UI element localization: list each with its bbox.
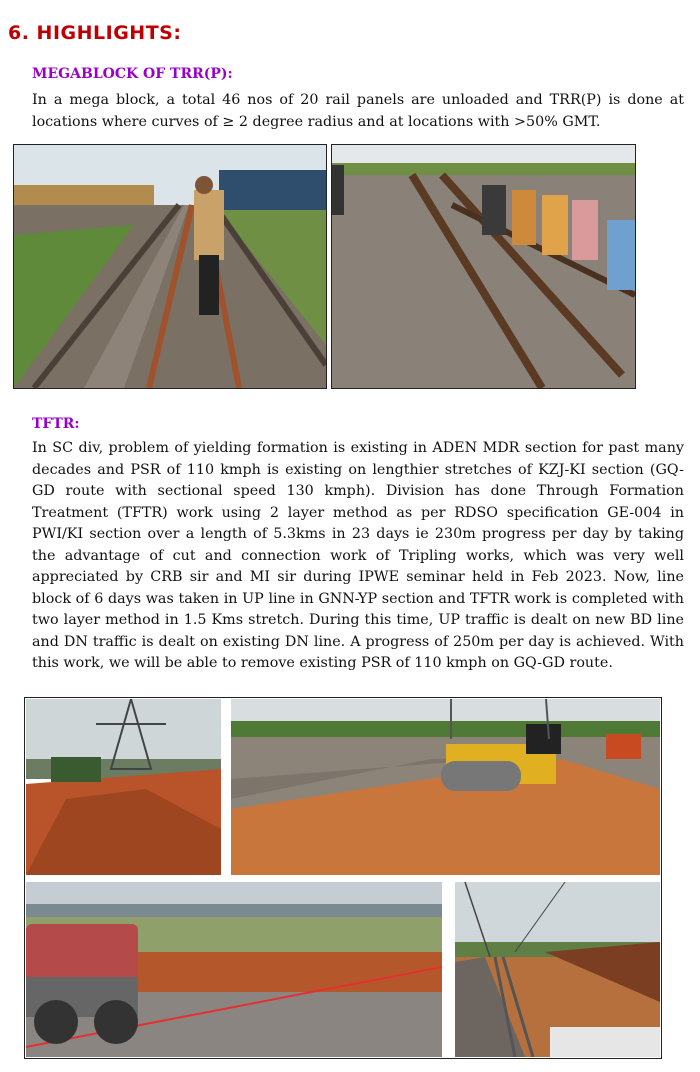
photo-track-worker bbox=[14, 145, 326, 388]
photo-road-roller bbox=[231, 699, 660, 875]
photo-rail-gang bbox=[332, 145, 635, 388]
section-title: 6. HIGHLIGHTS: bbox=[8, 22, 182, 44]
tftr-paragraph: In SC div, problem of yielding formation is existing in ADEN MDR section for past many decades and PSR of 110 kmph is existing on lengthier stretches of KZJ-KI section (GQ-GD route with sectional speed 130 kmph). Division has done Through Formation Treatment (TFTR) work using 2 layer method as per RDSO specification GE-004 in PWI/KI section over a length of 5.3kms in 23 days ie 230m progress per day by taking the advantage of cut and connection work of Tripling works, which was very well appreciated by CRB sir and MI sir during IPWE seminar held in Feb 2023. Now, line block of 6 days was taken in UP line in GNN-YP section and TFTR work is completed with two layer method in 1.5 Kms stretch. During this time, UP traffic is dealt on new BD line and DN traffic is dealt on existing DN line. A progress of 250m per day is achieved. With this work, we will be able to remove existing PSR of 110 kmph on GQ-GD route. bbox=[32, 440, 684, 671]
photo-formation-track bbox=[455, 882, 660, 1057]
megablock-heading: MEGABLOCK OF TRR(P): bbox=[32, 66, 233, 82]
megablock-paragraph: In a mega block, a total 46 nos of 20 rail panels are unloaded and TRR(P) is done at locations where curves of ≥ 2 degree radius and at locations with >50% GMT. bbox=[32, 92, 684, 130]
tftr-heading: TFTR: bbox=[32, 416, 80, 432]
photo-tanker-ballast bbox=[26, 882, 442, 1057]
photo-excavator-pylon bbox=[26, 699, 221, 875]
